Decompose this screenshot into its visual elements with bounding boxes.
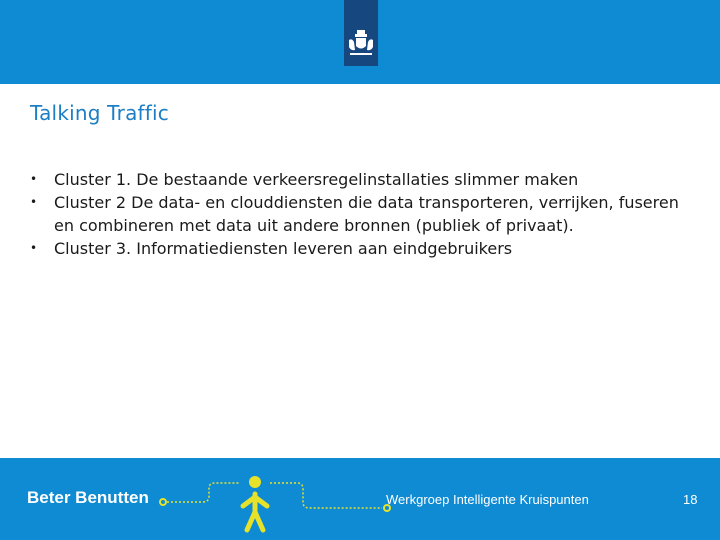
- header-bar: [0, 0, 720, 84]
- footer-bar: [0, 458, 720, 540]
- bullet-text: Cluster 2 De data- en clouddiensten die data transporteren, verrijken, fuseren en combineren met data uit andere bronnen (publiek of privaat).: [54, 193, 679, 235]
- bullet-list: [30, 168, 680, 260]
- list-item: [30, 191, 680, 237]
- bullet-marker: •: [30, 172, 38, 186]
- bullet-text: Cluster 3. Informatiediensten leveren aan eindgebruikers: [54, 239, 513, 258]
- bullet-text: Cluster 1. De bestaande verkeersregelinstallaties slimmer maken: [54, 170, 579, 189]
- slide-title: Talking Traffic: [30, 101, 169, 125]
- bullet-marker: •: [30, 241, 38, 255]
- brand-name: Beter Benutten: [27, 488, 149, 507]
- footer-decoration: [155, 468, 395, 534]
- bullet-marker: •: [30, 195, 38, 209]
- logo-box: [344, 0, 378, 66]
- list-item: [30, 168, 680, 191]
- coat-of-arms-icon: [348, 30, 374, 58]
- walking-figure-icon: [243, 494, 267, 530]
- list-item: [30, 237, 680, 260]
- footer-caption: Werkgroep Intelligente Kruispunten: [386, 492, 589, 507]
- page-number: 18: [683, 492, 698, 507]
